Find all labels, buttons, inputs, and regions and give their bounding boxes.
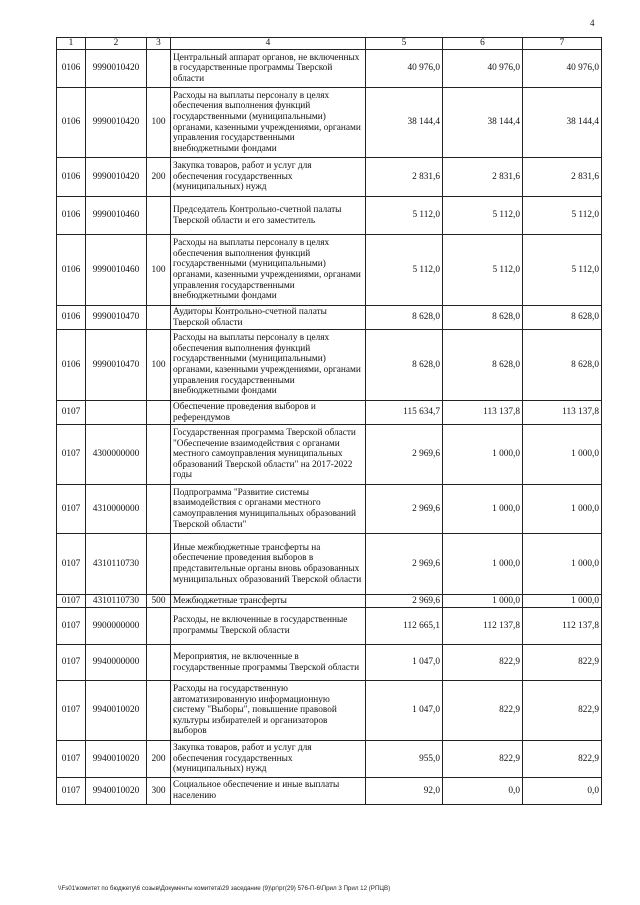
expense-type-cell: [147, 197, 171, 235]
amount-cell-year3: 40 976,0: [523, 50, 602, 88]
item-name-cell: Мероприятия, не включенные в государственные программы Тверской области: [171, 645, 366, 681]
section-code-cell: 0106: [57, 197, 86, 235]
amount-cell-year1: 2 969,6: [366, 485, 443, 534]
target-article-cell: 9990010470: [86, 330, 147, 401]
amount-cell-year2: 112 137,8: [443, 608, 523, 645]
amount-cell-year1: 8 628,0: [366, 330, 443, 401]
amount-cell-year1: 2 969,6: [366, 534, 443, 595]
item-name-cell: Подпрограмма "Развитие системы взаимодействия с органами местного самоуправления муниципальных образований Тверской области": [171, 485, 366, 534]
item-name-cell: Расходы на выплаты персоналу в целях обеспечения выполнения функций государственными (муниципальными) органами, казенными учреждениями, органами управления государственными внебюджетными фондами: [171, 88, 366, 158]
table-row: [57, 608, 602, 645]
target-article-cell: 9990010470: [86, 306, 147, 330]
table-row: [57, 425, 602, 485]
amount-cell-year2: 5 112,0: [443, 197, 523, 235]
section-code-cell: 0106: [57, 50, 86, 88]
target-article-cell: 9940000000: [86, 645, 147, 681]
section-code-cell: 0106: [57, 330, 86, 401]
target-article-cell: 4310110730: [86, 595, 147, 608]
expense-type-cell: 200: [147, 158, 171, 197]
amount-cell-year1: 40 976,0: [366, 50, 443, 88]
col-header: 7: [523, 38, 602, 50]
item-name-cell: Расходы на выплаты персоналу в целях обеспечения выполнения функций государственными (муниципальными) органами, казенными учреждениями, органами управления государственными внебюджетными фондами: [171, 235, 366, 306]
item-name-cell: Иные межбюджетные трансферты на обеспечение проведения выборов в представительные органы вновь образованных муниципальных образований Тверской области: [171, 534, 366, 595]
amount-cell-year1: 1 047,0: [366, 645, 443, 681]
target-article-cell: 9990010420: [86, 88, 147, 158]
expense-type-cell: [147, 425, 171, 485]
section-code-cell: 0107: [57, 778, 86, 805]
table-row: [57, 50, 602, 88]
table-row: [57, 534, 602, 595]
target-article-cell: 4310110730: [86, 534, 147, 595]
col-header: 2: [86, 38, 147, 50]
target-article-cell: 9990010420: [86, 50, 147, 88]
expense-type-cell: 500: [147, 595, 171, 608]
amount-cell-year1: 115 634,7: [366, 401, 443, 425]
amount-cell-year1: 955,0: [366, 741, 443, 778]
target-article-cell: 4300000000: [86, 425, 147, 485]
section-code-cell: 0106: [57, 88, 86, 158]
section-code-cell: 0107: [57, 741, 86, 778]
section-code-cell: 0107: [57, 425, 86, 485]
page-number: 4: [590, 18, 595, 28]
target-article-cell: 9940010020: [86, 681, 147, 741]
table-row: [57, 401, 602, 425]
footer-file-path: \\Fs01\комитет по бюджету\6 созыв\Документы комитета\29 заседание (9)\рг\рг(29) 576-П-6\Прил 3 Прил 12 (РПЦВ): [58, 885, 391, 892]
table-body: [57, 50, 602, 805]
expense-type-cell: 100: [147, 88, 171, 158]
amount-cell-year3: 8 628,0: [523, 306, 602, 330]
target-article-cell: 9990010460: [86, 235, 147, 306]
table-row: [57, 681, 602, 741]
col-header: 1: [57, 38, 86, 50]
amount-cell-year1: 1 047,0: [366, 681, 443, 741]
table-row: [57, 595, 602, 608]
section-code-cell: 0106: [57, 235, 86, 306]
amount-cell-year2: 113 137,8: [443, 401, 523, 425]
amount-cell-year2: 2 831,6: [443, 158, 523, 197]
amount-cell-year3: 0,0: [523, 778, 602, 805]
target-article-cell: [86, 401, 147, 425]
table-row: [57, 330, 602, 401]
item-name-cell: Расходы, не включенные в государственные программы Тверской области: [171, 608, 366, 645]
section-code-cell: 0107: [57, 534, 86, 595]
amount-cell-year3: 1 000,0: [523, 425, 602, 485]
amount-cell-year1: 92,0: [366, 778, 443, 805]
table-row: [57, 485, 602, 534]
amount-cell-year2: 822,9: [443, 741, 523, 778]
target-article-cell: 9900000000: [86, 608, 147, 645]
item-name-cell: Расходы на выплаты персоналу в целях обеспечения выполнения функций государственными (муниципальными) органами, казенными учреждениями, органами управления государственными внебюджетными фондами: [171, 330, 366, 401]
section-code-cell: 0106: [57, 306, 86, 330]
expense-type-cell: [147, 681, 171, 741]
section-code-cell: 0106: [57, 158, 86, 197]
item-name-cell: Социальное обеспечение и иные выплаты населению: [171, 778, 366, 805]
item-name-cell: Председатель Контрольно-счетной палаты Тверской области и его заместитель: [171, 197, 366, 235]
amount-cell-year2: 8 628,0: [443, 330, 523, 401]
table-row: [57, 645, 602, 681]
amount-cell-year2: 0,0: [443, 778, 523, 805]
table-row: [57, 197, 602, 235]
target-article-cell: 4310000000: [86, 485, 147, 534]
table-row: [57, 778, 602, 805]
expense-type-cell: [147, 306, 171, 330]
amount-cell-year1: 8 628,0: [366, 306, 443, 330]
amount-cell-year3: 822,9: [523, 741, 602, 778]
item-name-cell: Закупка товаров, работ и услуг для обеспечения государственных (муниципальных) нужд: [171, 158, 366, 197]
item-name-cell: Государственная программа Тверской области "Обеспечение взаимодействия с органами местного самоуправления муниципальных образований Тверской области" на 2017-2022 годы: [171, 425, 366, 485]
amount-cell-year3: 822,9: [523, 645, 602, 681]
item-name-cell: Расходы на государственную автоматизированную информационную систему "Выборы", повышение правовой культуры избирателей и организаторов выборов: [171, 681, 366, 741]
amount-cell-year3: 2 831,6: [523, 158, 602, 197]
expense-type-cell: [147, 401, 171, 425]
table-row: [57, 235, 602, 306]
amount-cell-year3: 112 137,8: [523, 608, 602, 645]
table-row: [57, 741, 602, 778]
target-article-cell: 9990010420: [86, 158, 147, 197]
amount-cell-year3: 1 000,0: [523, 534, 602, 595]
amount-cell-year1: 5 112,0: [366, 235, 443, 306]
target-article-cell: 9940010020: [86, 741, 147, 778]
expense-type-cell: [147, 534, 171, 595]
amount-cell-year2: 1 000,0: [443, 534, 523, 595]
amount-cell-year3: 1 000,0: [523, 595, 602, 608]
amount-cell-year1: 2 969,6: [366, 425, 443, 485]
amount-cell-year2: 1 000,0: [443, 595, 523, 608]
table-row: [57, 88, 602, 158]
header-row: [57, 38, 602, 50]
table-row: [57, 306, 602, 330]
section-code-cell: 0107: [57, 485, 86, 534]
expense-type-cell: [147, 645, 171, 681]
amount-cell-year3: 113 137,8: [523, 401, 602, 425]
amount-cell-year2: 1 000,0: [443, 485, 523, 534]
amount-cell-year1: 2 969,6: [366, 595, 443, 608]
amount-cell-year2: 40 976,0: [443, 50, 523, 88]
item-name-cell: Центральный аппарат органов, не включенных в государственные программы Тверской области: [171, 50, 366, 88]
budget-table: [56, 37, 602, 805]
expense-type-cell: 300: [147, 778, 171, 805]
amount-cell-year3: 38 144,4: [523, 88, 602, 158]
item-name-cell: Обеспечение проведения выборов и референдумов: [171, 401, 366, 425]
amount-cell-year1: 112 665,1: [366, 608, 443, 645]
amount-cell-year2: 1 000,0: [443, 425, 523, 485]
section-code-cell: 0107: [57, 595, 86, 608]
section-code-cell: 0107: [57, 681, 86, 741]
item-name-cell: Межбюджетные трансферты: [171, 595, 366, 608]
table-row: [57, 158, 602, 197]
amount-cell-year3: 5 112,0: [523, 235, 602, 306]
amount-cell-year2: 38 144,4: [443, 88, 523, 158]
col-header: 4: [171, 38, 366, 50]
section-code-cell: 0107: [57, 401, 86, 425]
expense-type-cell: 100: [147, 330, 171, 401]
amount-cell-year3: 5 112,0: [523, 197, 602, 235]
col-header: 5: [366, 38, 443, 50]
expense-type-cell: 100: [147, 235, 171, 306]
expense-type-cell: [147, 608, 171, 645]
item-name-cell: Закупка товаров, работ и услуг для обеспечения государственных (муниципальных) нужд: [171, 741, 366, 778]
col-header: 6: [443, 38, 523, 50]
amount-cell-year1: 38 144,4: [366, 88, 443, 158]
section-code-cell: 0107: [57, 645, 86, 681]
expense-type-cell: 200: [147, 741, 171, 778]
target-article-cell: 9990010460: [86, 197, 147, 235]
amount-cell-year3: 822,9: [523, 681, 602, 741]
col-header: 3: [147, 38, 171, 50]
amount-cell-year2: 822,9: [443, 645, 523, 681]
amount-cell-year2: 5 112,0: [443, 235, 523, 306]
expense-type-cell: [147, 50, 171, 88]
amount-cell-year2: 822,9: [443, 681, 523, 741]
target-article-cell: 9940010020: [86, 778, 147, 805]
item-name-cell: Аудиторы Контрольно-счетной палаты Тверской области: [171, 306, 366, 330]
amount-cell-year3: 1 000,0: [523, 485, 602, 534]
section-code-cell: 0107: [57, 608, 86, 645]
expense-type-cell: [147, 485, 171, 534]
amount-cell-year3: 8 628,0: [523, 330, 602, 401]
amount-cell-year2: 8 628,0: [443, 306, 523, 330]
amount-cell-year1: 5 112,0: [366, 197, 443, 235]
amount-cell-year1: 2 831,6: [366, 158, 443, 197]
